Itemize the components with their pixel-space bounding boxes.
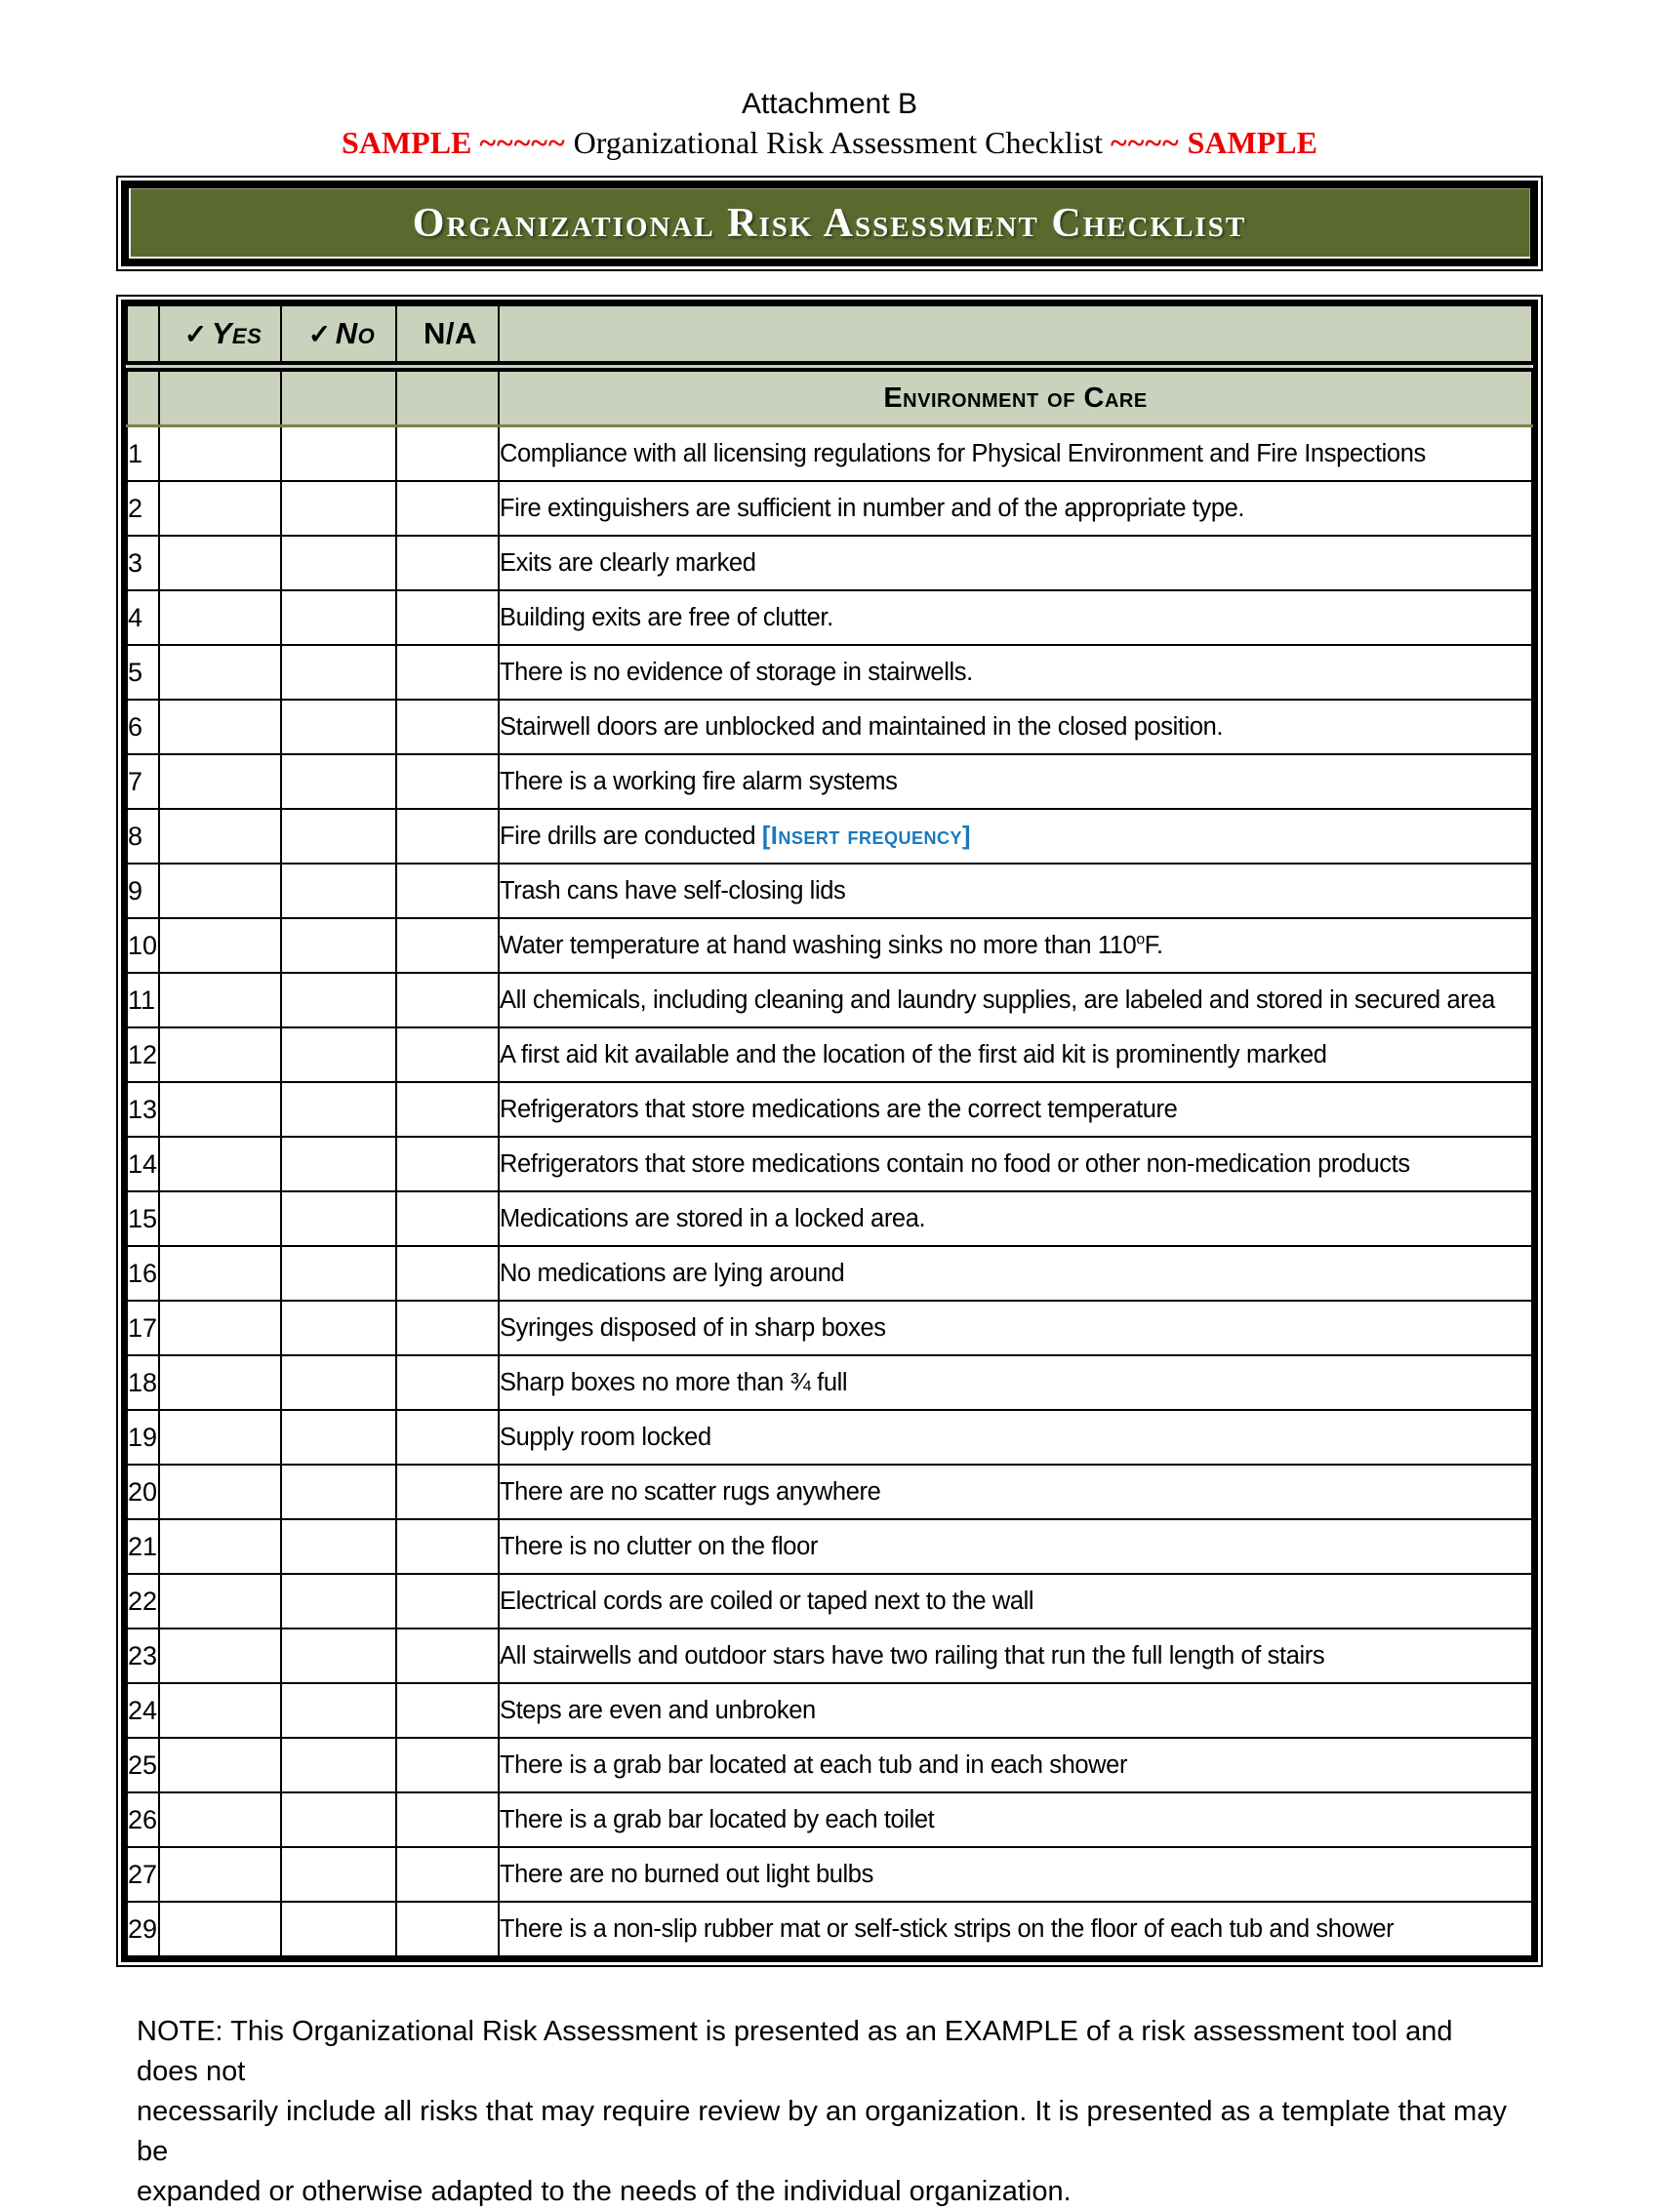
row-number: 3	[127, 536, 159, 590]
na-checkbox-cell[interactable]	[396, 1191, 499, 1246]
no-checkbox-cell[interactable]	[281, 1355, 396, 1410]
column-header-row	[127, 305, 1532, 367]
na-checkbox-cell[interactable]	[396, 1465, 499, 1519]
row-number: 26	[127, 1792, 159, 1847]
na-checkbox-cell[interactable]	[396, 1519, 499, 1574]
item-text: A first aid kit available and the location of the first aid kit is prominently marked	[499, 1027, 1532, 1082]
yes-checkbox-cell[interactable]	[159, 864, 281, 918]
row-number: 8	[127, 809, 159, 864]
no-checkbox-cell[interactable]	[281, 864, 396, 918]
na-checkbox-cell[interactable]	[396, 1629, 499, 1683]
table-row	[127, 1629, 1532, 1683]
table-row	[127, 1082, 1532, 1137]
title-banner	[116, 176, 1543, 271]
na-checkbox-cell[interactable]	[396, 1902, 499, 1956]
item-text: Syringes disposed of in sharp boxes	[499, 1301, 1532, 1355]
yes-checkbox-cell[interactable]	[159, 1792, 281, 1847]
no-checkbox-cell[interactable]	[281, 1847, 396, 1902]
item-text: No medications are lying around	[499, 1246, 1532, 1301]
no-checkbox-cell[interactable]	[281, 1902, 396, 1956]
sample-line-title: Organizational Risk Assessment Checklist	[573, 125, 1104, 160]
na-checkbox-cell[interactable]	[396, 1355, 499, 1410]
item-text: Stairwell doors are unblocked and maintained in the closed position.	[499, 700, 1532, 754]
row-number: 17	[127, 1301, 159, 1355]
note-line: necessarily include all risks that may require review by an organization. It is presented as a template that may be	[137, 2096, 1507, 2167]
item-text: Exits are clearly marked	[499, 536, 1532, 590]
item-text: Trash cans have self-closing lids	[499, 864, 1532, 918]
no-checkbox-cell[interactable]	[281, 481, 396, 536]
no-checkbox-cell[interactable]	[281, 973, 396, 1027]
yes-checkbox-cell[interactable]	[159, 1574, 281, 1629]
yes-checkbox-cell[interactable]	[159, 1137, 281, 1191]
table-row	[127, 1519, 1532, 1574]
yes-checkbox-cell[interactable]	[159, 1082, 281, 1137]
row-number: 6	[127, 700, 159, 754]
na-checkbox-cell[interactable]	[396, 1847, 499, 1902]
no-checkbox-cell[interactable]	[281, 590, 396, 645]
item-text: All chemicals, including cleaning and laundry supplies, are labeled and stored in secured area	[499, 973, 1532, 1027]
table-row	[127, 481, 1532, 536]
no-checkbox-cell[interactable]	[281, 1137, 396, 1191]
no-checkbox-cell[interactable]	[281, 1410, 396, 1465]
title-banner-frame	[121, 181, 1538, 266]
item-text: There are no scatter rugs anywhere	[499, 1465, 1532, 1519]
table-row	[127, 1301, 1532, 1355]
row-number: 22	[127, 1574, 159, 1629]
no-column-header	[281, 305, 396, 367]
yes-checkbox-cell[interactable]	[159, 1465, 281, 1519]
table-row	[127, 590, 1532, 645]
item-text: Fire extinguishers are sufficient in number and of the appropriate type.	[499, 481, 1532, 536]
no-checkbox-cell[interactable]	[281, 1465, 396, 1519]
page-header	[0, 0, 1659, 162]
checklist-table	[126, 304, 1533, 1957]
table-row	[127, 973, 1532, 1027]
row-number: 15	[127, 1191, 159, 1246]
note-line: expanded or otherwise adapted to the needs of the individual organization.	[137, 2176, 1072, 2207]
table-row	[127, 1191, 1532, 1246]
section-empty-cell	[127, 367, 159, 426]
row-number: 9	[127, 864, 159, 918]
table-row	[127, 1847, 1532, 1902]
yes-checkbox-cell[interactable]	[159, 1246, 281, 1301]
table-row	[127, 1902, 1532, 1956]
table-row	[127, 1738, 1532, 1792]
yes-checkbox-cell[interactable]	[159, 1191, 281, 1246]
na-checkbox-cell[interactable]	[396, 536, 499, 590]
table-row	[127, 700, 1532, 754]
bottom-note	[137, 2012, 1513, 2212]
item-text: Water temperature at hand washing sinks no more than 110$^o$F.	[499, 918, 1532, 973]
section-empty-cell	[396, 367, 499, 426]
no-checkbox-cell[interactable]	[281, 1683, 396, 1738]
item-text: Building exits are free of clutter.	[499, 590, 1532, 645]
no-checkbox-cell[interactable]	[281, 754, 396, 809]
row-number: 29	[127, 1902, 159, 1956]
item-text: There is a grab bar located by each toilet	[499, 1792, 1532, 1847]
title-banner-background	[129, 188, 1530, 259]
row-number: 1	[127, 426, 159, 482]
yes-checkbox-cell[interactable]	[159, 536, 281, 590]
row-number: 18	[127, 1355, 159, 1410]
na-checkbox-cell[interactable]	[396, 809, 499, 864]
table-row	[127, 1465, 1532, 1519]
item-text: There is no evidence of storage in stairwells.	[499, 645, 1532, 700]
yes-checkbox-cell[interactable]	[159, 1519, 281, 1574]
yes-checkbox-cell[interactable]	[159, 590, 281, 645]
item-text: There is a non-slip rubber mat or self-stick strips on the floor of each tub and shower	[499, 1902, 1532, 1956]
yes-checkbox-cell[interactable]	[159, 1738, 281, 1792]
table-row	[127, 536, 1532, 590]
checklist-table-frame	[116, 295, 1543, 1967]
item-text: There is a working fire alarm systems	[499, 754, 1532, 809]
no-checkbox-cell[interactable]	[281, 1792, 396, 1847]
na-checkbox-cell[interactable]	[396, 864, 499, 918]
yes-checkbox-cell[interactable]	[159, 1683, 281, 1738]
item-text: Medications are stored in a locked area.	[499, 1191, 1532, 1246]
item-text: Steps are even and unbroken	[499, 1683, 1532, 1738]
yes-checkbox-cell[interactable]	[159, 645, 281, 700]
description-column-header	[499, 305, 1532, 367]
yes-checkbox-cell[interactable]	[159, 700, 281, 754]
insert-placeholder: [Insert frequency]	[761, 822, 971, 850]
row-number: 25	[127, 1738, 159, 1792]
row-number: 13	[127, 1082, 159, 1137]
no-checkbox-cell[interactable]	[281, 1738, 396, 1792]
table-row	[127, 645, 1532, 700]
item-text: There is no clutter on the floor	[499, 1519, 1532, 1574]
na-checkbox-cell[interactable]	[396, 754, 499, 809]
section-empty-cell	[159, 367, 281, 426]
yes-checkbox-cell[interactable]	[159, 426, 281, 482]
na-checkbox-cell[interactable]	[396, 1410, 499, 1465]
yes-header-label: Yes	[211, 316, 263, 350]
table-row	[127, 1410, 1532, 1465]
no-checkbox-cell[interactable]	[281, 918, 396, 973]
no-checkbox-cell[interactable]	[281, 1191, 396, 1246]
row-number: 24	[127, 1683, 159, 1738]
yes-checkbox-cell[interactable]	[159, 809, 281, 864]
item-text: Refrigerators that store medications are the correct temperature	[499, 1082, 1532, 1137]
checklist-table-border	[121, 300, 1538, 1962]
no-checkbox-cell[interactable]	[281, 1027, 396, 1082]
no-checkbox-cell[interactable]	[281, 1574, 396, 1629]
na-checkbox-cell[interactable]	[396, 918, 499, 973]
table-row	[127, 918, 1532, 973]
table-row	[127, 1683, 1532, 1738]
yes-checkbox-cell[interactable]	[159, 1027, 281, 1082]
row-number: 20	[127, 1465, 159, 1519]
yes-checkbox-cell[interactable]	[159, 1902, 281, 1956]
row-number: 19	[127, 1410, 159, 1465]
no-checkbox-cell[interactable]	[281, 1629, 396, 1683]
no-checkbox-cell[interactable]	[281, 536, 396, 590]
no-checkbox-cell[interactable]	[281, 426, 396, 482]
no-checkbox-cell[interactable]	[281, 1301, 396, 1355]
row-number: 2	[127, 481, 159, 536]
row-number-header-cell	[127, 305, 159, 367]
yes-checkbox-cell[interactable]	[159, 1847, 281, 1902]
item-text: There are no burned out light bulbs	[499, 1847, 1532, 1902]
yes-checkbox-cell[interactable]	[159, 1301, 281, 1355]
table-row	[127, 809, 1532, 864]
table-row	[127, 1355, 1532, 1410]
table-row	[127, 754, 1532, 809]
table-row	[127, 1792, 1532, 1847]
na-checkbox-cell[interactable]	[396, 1137, 499, 1191]
yes-checkbox-cell[interactable]	[159, 481, 281, 536]
na-checkbox-cell[interactable]	[396, 973, 499, 1027]
row-number: 7	[127, 754, 159, 809]
item-text: Supply room locked	[499, 1410, 1532, 1465]
na-checkbox-cell[interactable]	[396, 1738, 499, 1792]
na-checkbox-cell[interactable]	[396, 1301, 499, 1355]
table-row	[127, 1574, 1532, 1629]
na-checkbox-cell[interactable]	[396, 1082, 499, 1137]
item-text: All stairwells and outdoor stars have two railing that run the full length of stairs	[499, 1629, 1532, 1683]
table-row	[127, 864, 1532, 918]
row-number: 5	[127, 645, 159, 700]
note-line: NOTE: This Organizational Risk Assessment is presented as an EXAMPLE of a risk assessment tool and does not	[137, 2016, 1453, 2087]
table-row	[127, 426, 1532, 482]
item-text: Compliance with all licensing regulations for Physical Environment and Fire Inspections	[499, 426, 1532, 482]
no-checkbox-cell[interactable]	[281, 1519, 396, 1574]
tilde-separator-right: ~~~~	[1111, 125, 1180, 160]
section-title: Environment of Care	[499, 367, 1532, 426]
item-text: Fire drills are conducted [Insert frequency]	[499, 809, 1532, 864]
yes-checkbox-cell[interactable]	[159, 1355, 281, 1410]
table-row	[127, 1027, 1532, 1082]
no-checkbox-cell[interactable]	[281, 1082, 396, 1137]
row-number: 16	[127, 1246, 159, 1301]
yes-checkbox-cell[interactable]	[159, 973, 281, 1027]
table-row	[127, 1246, 1532, 1301]
row-number: 4	[127, 590, 159, 645]
no-checkbox-cell[interactable]	[281, 645, 396, 700]
section-empty-cell	[281, 367, 396, 426]
yes-checkbox-cell[interactable]	[159, 1629, 281, 1683]
attachment-label: Attachment B	[741, 88, 918, 120]
na-checkbox-cell[interactable]	[396, 481, 499, 536]
tilde-separator-left: ~~~~~	[479, 125, 566, 160]
yes-checkbox-cell[interactable]	[159, 918, 281, 973]
checkmark-icon: ✓	[307, 319, 332, 349]
no-checkbox-cell[interactable]	[281, 809, 396, 864]
na-header-label: N/A	[424, 316, 477, 350]
na-checkbox-cell[interactable]	[396, 1683, 499, 1738]
row-number: 21	[127, 1519, 159, 1574]
row-number: 10	[127, 918, 159, 973]
item-text: There is a grab bar located at each tub and in each shower	[499, 1738, 1532, 1792]
na-checkbox-cell[interactable]	[396, 590, 499, 645]
sample-word-left: SAMPLE	[342, 125, 472, 160]
row-number: 14	[127, 1137, 159, 1191]
na-checkbox-cell[interactable]	[396, 426, 499, 482]
row-number: 12	[127, 1027, 159, 1082]
na-checkbox-cell[interactable]	[396, 1027, 499, 1082]
row-number: 27	[127, 1847, 159, 1902]
yes-checkbox-cell[interactable]	[159, 754, 281, 809]
na-checkbox-cell[interactable]	[396, 1246, 499, 1301]
no-checkbox-cell[interactable]	[281, 700, 396, 754]
na-checkbox-cell[interactable]	[396, 700, 499, 754]
na-checkbox-cell[interactable]	[396, 645, 499, 700]
checkmark-icon: ✓	[183, 319, 208, 349]
na-checkbox-cell[interactable]	[396, 1792, 499, 1847]
item-text: Sharp boxes no more than ¾ full	[499, 1355, 1532, 1410]
sample-watermark-line	[0, 123, 1659, 162]
row-number: 23	[127, 1629, 159, 1683]
na-column-header	[396, 305, 499, 367]
na-checkbox-cell[interactable]	[396, 1574, 499, 1629]
no-checkbox-cell[interactable]	[281, 1246, 396, 1301]
item-text: Electrical cords are coiled or taped next to the wall	[499, 1574, 1532, 1629]
table-row	[127, 1137, 1532, 1191]
section-header-row	[127, 367, 1532, 426]
yes-column-header	[159, 305, 281, 367]
document-title: Organizational Risk Assessment Checklist	[412, 201, 1247, 246]
sample-word-right: SAMPLE	[1187, 125, 1317, 160]
row-number: 11	[127, 973, 159, 1027]
no-header-label: No	[335, 316, 376, 350]
item-text: Refrigerators that store medications contain no food or other non-medication products	[499, 1137, 1532, 1191]
yes-checkbox-cell[interactable]	[159, 1410, 281, 1465]
